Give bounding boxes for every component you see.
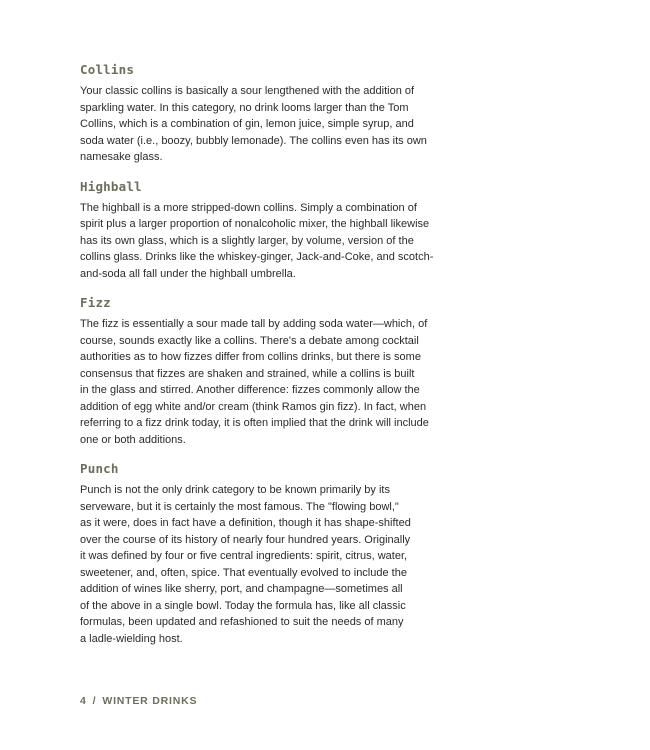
- text-line: referring to a fizz drink today, it is often implied that the drink will include: [80, 417, 429, 429]
- page-content: [80, 62, 462, 660]
- text-line: it was defined by four or five central ingredients: spirit, citrus, water,: [80, 550, 408, 562]
- section-heading: Fizz: [80, 295, 111, 310]
- text-line: one or both additions.: [80, 433, 186, 446]
- text-line: spirit plus a larger proportion of nonalcoholic mixer, the highball likewise: [80, 218, 430, 230]
- text-line: addition of egg white and/or cream (think Ramos gin fizz). In fact, when: [80, 400, 427, 413]
- section-highball: [80, 179, 462, 283]
- section-paragraph: [80, 83, 462, 166]
- text-line: has its own glass, which is a slightly larger, by volume, version of the: [80, 234, 414, 247]
- text-line: and-soda all fall under the highball umbrella.: [80, 267, 296, 280]
- section-heading: Punch: [80, 461, 119, 476]
- page-number: 4: [80, 695, 87, 707]
- text-line: namesake glass.: [80, 151, 163, 163]
- footer-separator: /: [92, 695, 97, 707]
- section-heading: Collins: [80, 62, 135, 77]
- text-line: formulas, been updated and refashioned to suit the needs of many: [80, 616, 404, 628]
- text-line: The fizz is essentially a sour made tall by adding soda water—which, of: [80, 318, 428, 330]
- page-footer: [80, 695, 197, 707]
- text-line: as it were, does in fact have a definition, though it has shape-shifted: [80, 517, 411, 529]
- section-paragraph: [80, 200, 462, 283]
- section-paragraph: [80, 482, 462, 647]
- text-line: in the glass and stirred. Another difference: fizzes commonly allow the: [80, 384, 420, 396]
- text-line: The highball is a more stripped-down collins. Simply a combination of: [80, 201, 417, 214]
- text-line: addition of wines like sherry, port, and champagne—sometimes all: [80, 583, 403, 595]
- text-line: sweetener, and, often, spice. That eventually evolved to include the: [80, 566, 407, 579]
- section-heading: Highball: [80, 178, 142, 194]
- text-line: collins glass. Drinks like the whiskey-ginger, Jack-and-Coke, and scotch-: [80, 251, 434, 263]
- text-line: soda water (i.e., boozy, bubbly lemonade). The collins even has its own: [80, 134, 427, 147]
- text-line: sparkling water. In this category, no drink looms larger than the Tom: [80, 101, 409, 114]
- text-line: a ladle-wielding host.: [80, 632, 183, 645]
- text-line: Your classic collins is basically a sour lengthened with the addition of: [80, 85, 415, 97]
- section-paragraph: [80, 316, 462, 448]
- text-line: course, sounds exactly like a collins. There's a debate among cocktail: [80, 334, 419, 347]
- text-line: of the above in a single bowl. Today the formula has, like all classic: [80, 599, 406, 612]
- section-fizz: [80, 295, 462, 448]
- text-line: Collins, which is a combination of gin, lemon juice, simple syrup, and: [80, 118, 414, 130]
- text-line: consensus that fizzes are shaken and strained, while a collins is built: [80, 367, 415, 380]
- text-line: serveware, but it is certainly the most famous. The "flowing bowl,": [80, 500, 399, 513]
- text-line: Punch is not the only drink category to be known primarily by its: [80, 484, 390, 496]
- text-line: authorities as to how fizzes differ from collins drinks, but there is some: [80, 351, 421, 363]
- section-collins: [80, 62, 462, 166]
- text-line: over the course of its history of nearly four hundred years. Originally: [80, 533, 411, 546]
- section-punch: [80, 461, 462, 647]
- book-title: WINTER DRINKS: [102, 695, 198, 707]
